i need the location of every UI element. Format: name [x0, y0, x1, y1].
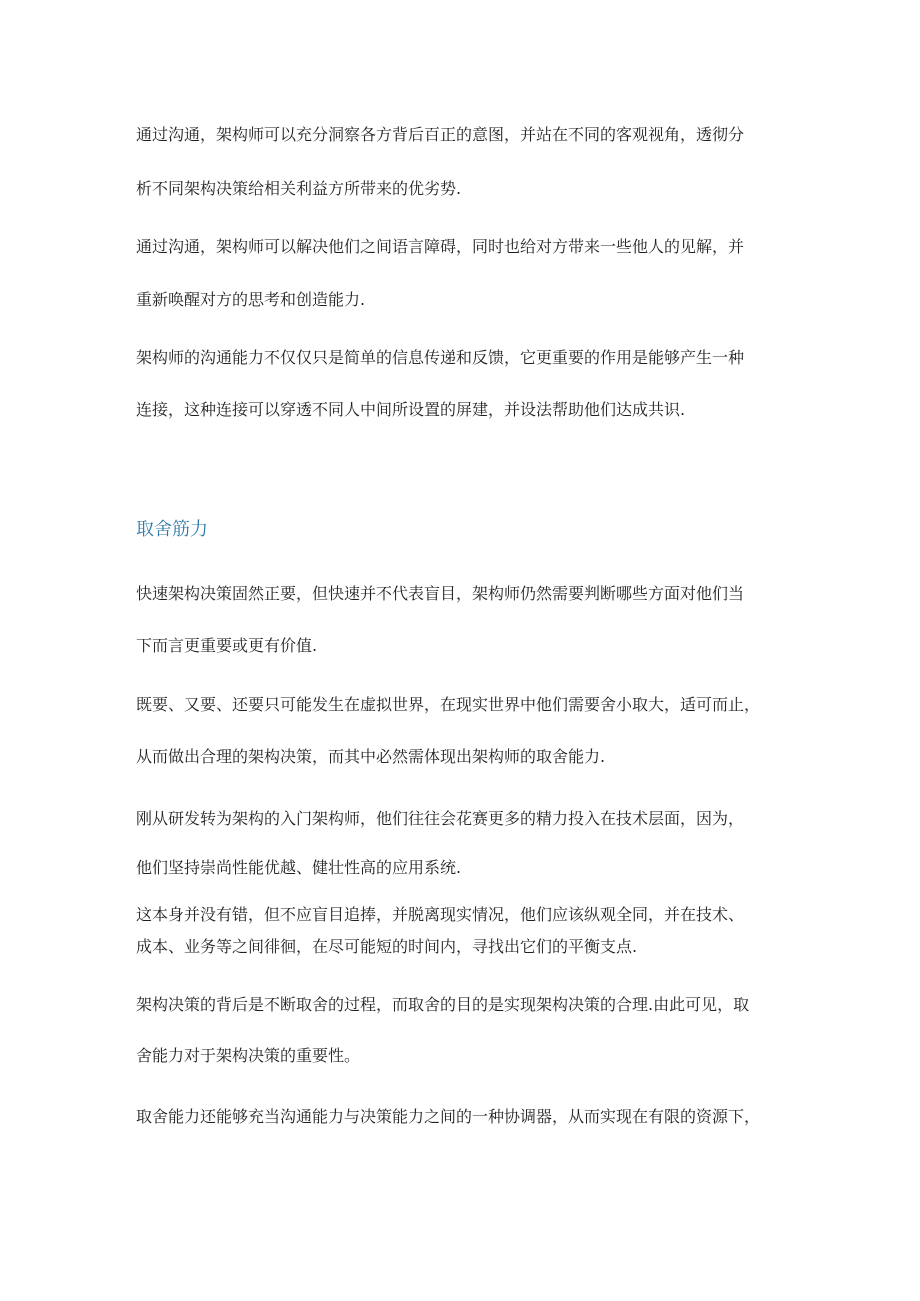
paragraph-5-line-2: 从而做出合理的架构决策，而其中必然需体现出架构师的取舍能力.	[136, 747, 606, 766]
paragraph-6-line-2: 他们坚持崇尚性能优越、健壮性高的应用系统.	[136, 858, 462, 877]
paragraph-2-line-2: 重新唤醒对方的思考和创造能力.	[136, 290, 366, 309]
paragraph-7-line-1: 这本身并没有错，但不应盲目追捧，并脱离现实情况，他们应该纵观全同，并在技术、	[136, 905, 745, 924]
paragraph-7-line-2: 成本、业务等之间徘徊，在尽可能短的时间内，寻找出它们的平衡支点.	[136, 937, 638, 956]
paragraph-1-line-2: 析不同架构决策给相关利益方所带来的优劣势.	[136, 179, 462, 198]
paragraph-3-line-2: 连接，这种连接可以穿透不同人中间所设置的屏建，并设法帮助他们达成共识.	[136, 400, 686, 419]
paragraph-8-line-1: 架构决策的背后是不断取舍的过程，而取舍的目的是实现架构决策的合理.由此可见，取	[136, 995, 750, 1014]
paragraph-3-line-1: 架构师的沟通能力不仅仅只是简单的信息传递和反馈，它更重要的作用是能够产生一种	[136, 348, 745, 367]
paragraph-6-line-1: 刚从研发转为架构的入门架构师，他们往往会花赛更多的精力投入在技术层面，因为，	[136, 809, 745, 828]
section-heading: 取舍筋力	[136, 519, 208, 540]
paragraph-8-line-2: 舍能力对于架构决策的重要性。	[136, 1046, 361, 1065]
paragraph-4-line-2: 下而言更重要或更有价值.	[136, 636, 318, 655]
paragraph-9-line-1: 取舍能力还能够充当沟通能力与决策能力之间的一种协调器，从而实现在有限的资源下，	[136, 1107, 761, 1126]
paragraph-4-line-1: 快速架构决策固然正要，但快速并不代表盲目，架构师仍然需要判断哪些方面对他们当	[136, 584, 745, 603]
paragraph-5-line-1: 既要、又要、还要只可能发生在虚拟世界，在现实世界中他们需要舍小取大，适可而止，	[136, 695, 761, 714]
paragraph-1-line-1: 通过沟通，架构师可以充分洞察各方背后百正的意图，并站在不同的客观视角，透彻分	[136, 125, 745, 144]
paragraph-2-line-1: 通过沟通，架构师可以解决他们之间语言障碍，同时也给对方带来一些他人的见解，并	[136, 237, 745, 256]
